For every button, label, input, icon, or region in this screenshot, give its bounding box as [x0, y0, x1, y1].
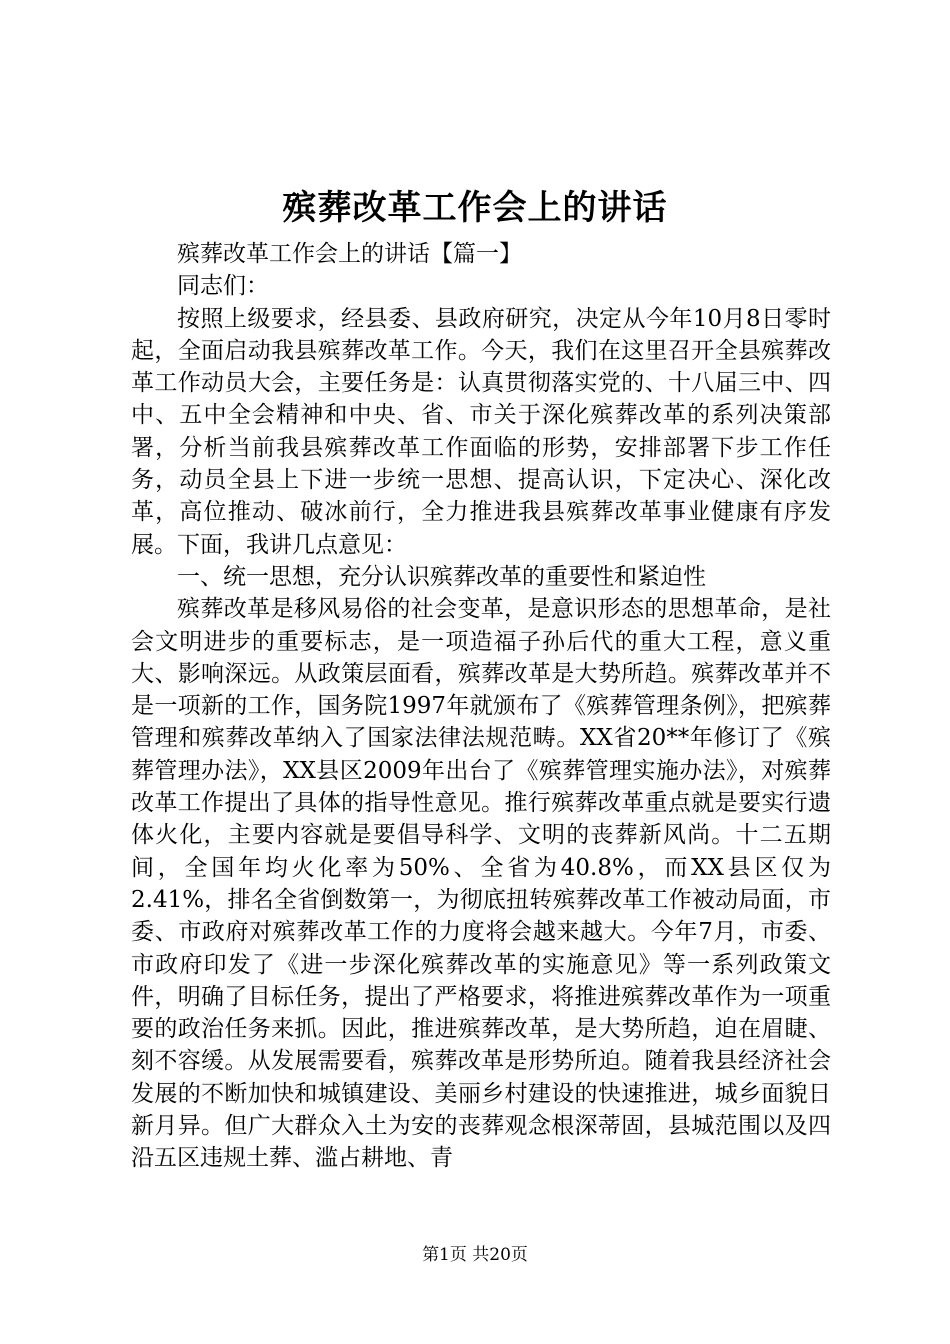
- page-footer: 第1页 共20页: [422, 1245, 528, 1265]
- document-body: [131, 238, 831, 1175]
- salutation: 同志们：: [177, 273, 269, 300]
- body-paragraph: 殡葬改革是移风易俗的社会变革，是意识形态的思想革命，是社会文明进步的重要标志，是一项造福子孙后代的重大工程，意义重大、影响深远。从政策层面看，殡葬改革是大势所趋。殡葬改革并不是一项新的工作，国务院1997年就颁布了《殡葬管理条例》，把殡葬管理和殡葬改革纳入了国家法律法规范畴。XX省20**年修订了《殡葬管理办法》，XX县区2009年出台了《殡葬管理实施办法》，对殡葬改革工作提出了具体的指导性意见。推行殡葬改革重点就是要实行遗体火化，主要内容就是要倡导科学、文明的丧葬新风尚。十二五期间，全国年均火化率为50%、全省为40.8%，而XX县区仅为2.41%，排名全省倒数第一，为彻底扭转殡葬改革工作被动局面，市委、市政府对殡葬改革工作的力度将会越来越大。今年7月，市委、市政府印发了《进一步深化殡葬改革的实施意见》等一系列政策文件，明确了目标任务，提出了严格要求，将推进殡葬改革作为一项重要的政治任务来抓。因此，推进殡葬改革，是大势所趋，迫在眉睫、刻不容缓。从发展需要看，殡葬改革是形势所迫。随着我县经济社会发展的不断加快和城镇建设、美丽乡村建设的快速推进，城乡面貌日新月异。但广大群众入土为安的丧葬观念根深蒂固，县城范围以及四沿五区违规土葬、滥占耕地、青: [131, 596, 831, 1172]
- subsection-heading: 一、统一思想，充分认识殡葬改革的重要性和紧迫性: [177, 563, 706, 590]
- section-heading: 殡葬改革工作会上的讲话【篇一】: [177, 241, 522, 267]
- body-paragraph: 按照上级要求，经县委、县政府研究，决定从今年10月8日零时起，全面启动我县殡葬改革工作。今天，我们在这里召开全县殡葬改革工作动员大会，主要任务是：认真贯彻落实党的、十八届三中、四中、五中全会精神和中央、省、市关于深化殡葬改革的系列决策部署，分析当前我县殡葬改革工作面临的形势，安排部署下步工作任务，动员全县上下进一步统一思想、提高认识，下定决心、深化改革，高位推动、破冰前行，全力推进我县殡葬改革事业健康有序发展。下面，我讲几点意见：: [131, 305, 831, 558]
- document-title: 殡葬改革工作会上的讲话: [282, 188, 668, 228]
